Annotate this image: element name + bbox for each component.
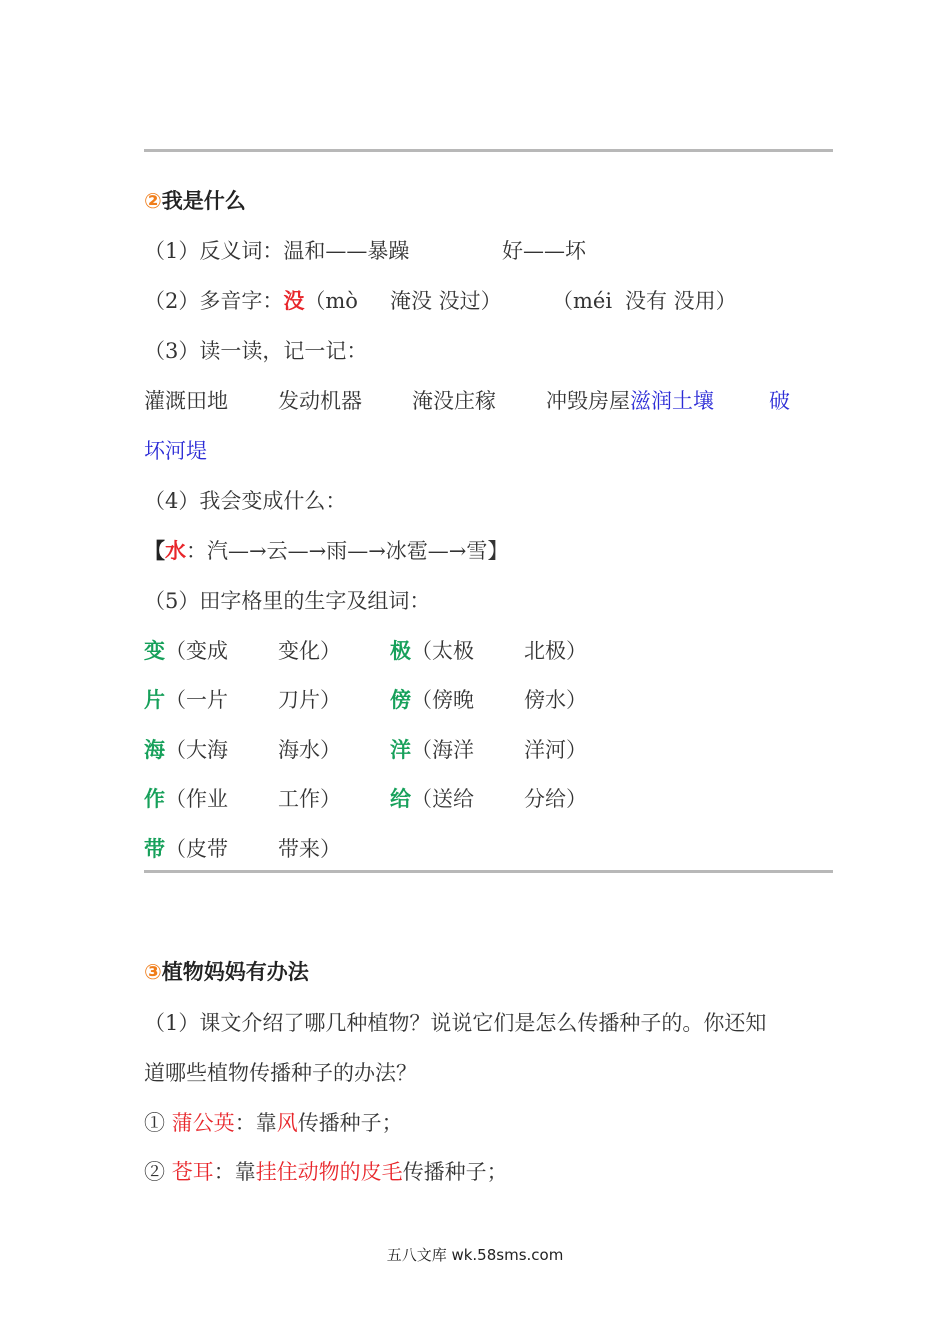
section-title: 我是什么 bbox=[161, 189, 246, 213]
question-text-1: （1）课文介绍了哪几种植物？说说它们是怎么传播种子的。你还知 bbox=[144, 1011, 767, 1035]
water-cycle-text: ：汽—→云—→雨—→冰雹—→雪】 bbox=[186, 539, 509, 563]
char-row-left-5 bbox=[144, 834, 228, 864]
char: 带 bbox=[144, 837, 165, 861]
char-row-left-4-b bbox=[278, 784, 341, 814]
polyphone-words-2 bbox=[625, 286, 737, 316]
char: 变 bbox=[144, 639, 165, 663]
top-divider bbox=[144, 149, 833, 152]
word-4 bbox=[546, 386, 714, 416]
char: 海 bbox=[144, 738, 165, 762]
polyphone-reading-1: （mò bbox=[304, 289, 358, 313]
polyphone-words-2-text: 没有 没用） bbox=[625, 289, 737, 313]
polyphone-line bbox=[144, 286, 358, 316]
polyphone-reading-2 bbox=[552, 286, 612, 316]
word-a: （作业 bbox=[165, 787, 228, 811]
transform-label bbox=[144, 486, 346, 516]
char-row-right-4-b bbox=[524, 784, 587, 814]
new-chars-label bbox=[144, 586, 430, 616]
char-row-right-2 bbox=[390, 685, 474, 715]
word-b: 北极） bbox=[524, 639, 587, 663]
answer-mid: ：靠 bbox=[213, 1160, 256, 1184]
word-6-blue-end bbox=[144, 436, 207, 466]
spread-means: 风 bbox=[276, 1111, 298, 1135]
footer-watermark: 五八文库 wk.58sms.com bbox=[386, 1246, 564, 1264]
word-5-blue: 滋润土壤 bbox=[630, 389, 714, 413]
char-row-right-3 bbox=[390, 735, 474, 765]
answer-number: ② bbox=[144, 1160, 165, 1184]
polyphone-label: （2）多音字： bbox=[144, 289, 284, 313]
char: 片 bbox=[144, 688, 165, 712]
polyphone-char: 没 bbox=[283, 289, 305, 313]
char-row-right-1-b bbox=[524, 636, 587, 666]
word-a: （大海 bbox=[165, 738, 228, 762]
new-chars-text: （5）田字格里的生字及组词： bbox=[144, 589, 431, 613]
water-cycle-line bbox=[144, 536, 508, 566]
plant-name: 蒲公英 bbox=[171, 1111, 235, 1135]
char: 洋 bbox=[390, 738, 411, 762]
word-text: 发动机器 bbox=[278, 389, 362, 413]
char: 给 bbox=[390, 787, 411, 811]
antonym-2 bbox=[502, 236, 586, 266]
word-text: 冲毁房屋 bbox=[546, 389, 630, 413]
read-remember-text: （3）读一读，记一记： bbox=[144, 339, 368, 363]
word-1 bbox=[144, 386, 228, 416]
word-a: （一片 bbox=[165, 688, 228, 712]
antonyms-line bbox=[144, 236, 409, 266]
word-a: （太极 bbox=[411, 639, 474, 663]
answer-1 bbox=[144, 1108, 403, 1138]
section-number: ③ bbox=[144, 960, 162, 984]
read-remember-label bbox=[144, 336, 367, 366]
antonym-2-text: 好——坏 bbox=[502, 239, 586, 263]
water-char: 水 bbox=[165, 539, 186, 563]
transform-text: （4）我会变成什么： bbox=[144, 489, 347, 513]
char: 作 bbox=[144, 787, 165, 811]
word-b: 分给） bbox=[524, 787, 587, 811]
section-title: 植物妈妈有办法 bbox=[161, 960, 309, 984]
polyphone-reading-2-text: （méi bbox=[552, 289, 613, 313]
answer-end: 传播种子； bbox=[297, 1111, 403, 1135]
polyphone-words-1 bbox=[390, 286, 502, 316]
mid-divider bbox=[144, 870, 833, 873]
word-text: 破 bbox=[769, 389, 790, 413]
word-b: 带来） bbox=[278, 837, 341, 861]
answer-2 bbox=[144, 1157, 508, 1187]
word-text: 坏河堤 bbox=[144, 439, 207, 463]
char-row-left-3 bbox=[144, 735, 228, 765]
char-row-left-2-b bbox=[278, 685, 341, 715]
spread-means: 挂住动物的皮毛 bbox=[255, 1160, 403, 1184]
char-row-left-4 bbox=[144, 784, 228, 814]
char-row-left-3-b bbox=[278, 735, 341, 765]
word-a: （海洋 bbox=[411, 738, 474, 762]
question-line-1 bbox=[144, 1008, 766, 1038]
word-b: 工作） bbox=[278, 787, 341, 811]
question-text-2: 道哪些植物传播种子的办法？ bbox=[144, 1061, 417, 1085]
word-text: 灌溉田地 bbox=[144, 389, 228, 413]
plant-name: 苍耳 bbox=[171, 1160, 214, 1184]
char-row-left-1-b bbox=[278, 636, 341, 666]
word-2 bbox=[278, 386, 362, 416]
polyphone-words-1-text: 淹没 没过） bbox=[390, 289, 502, 313]
char: 极 bbox=[390, 639, 411, 663]
char: 傍 bbox=[390, 688, 411, 712]
char-row-right-4 bbox=[390, 784, 474, 814]
word-b: 洋河） bbox=[524, 738, 587, 762]
antonym-1: （1）反义词：温和——暴躁 bbox=[144, 239, 410, 263]
section-number: ② bbox=[144, 189, 162, 213]
answer-number: ① bbox=[144, 1111, 165, 1135]
section-2-heading bbox=[144, 186, 246, 216]
word-a: （变成 bbox=[165, 639, 228, 663]
word-text: 淹没庄稼 bbox=[412, 389, 496, 413]
answer-mid: ：靠 bbox=[234, 1111, 277, 1135]
answer-end: 传播种子； bbox=[402, 1160, 508, 1184]
word-3 bbox=[412, 386, 496, 416]
bracket-open: 【 bbox=[144, 539, 165, 563]
char-row-right-2-b bbox=[524, 685, 587, 715]
section-3-heading bbox=[144, 957, 309, 987]
word-b: 海水） bbox=[278, 738, 341, 762]
char-row-left-2 bbox=[144, 685, 228, 715]
word-a: （皮带 bbox=[165, 837, 228, 861]
word-6-blue-start bbox=[769, 386, 790, 416]
word-b: 刀片） bbox=[278, 688, 341, 712]
word-b: 变化） bbox=[278, 639, 341, 663]
question-line-2 bbox=[144, 1058, 417, 1088]
char-row-right-3-b bbox=[524, 735, 587, 765]
word-a: （傍晚 bbox=[411, 688, 474, 712]
word-a: （送给 bbox=[411, 787, 474, 811]
char-row-right-1 bbox=[390, 636, 474, 666]
char-row-left-1 bbox=[144, 636, 228, 666]
word-b: 傍水） bbox=[524, 688, 587, 712]
char-row-left-5-b bbox=[278, 834, 341, 864]
